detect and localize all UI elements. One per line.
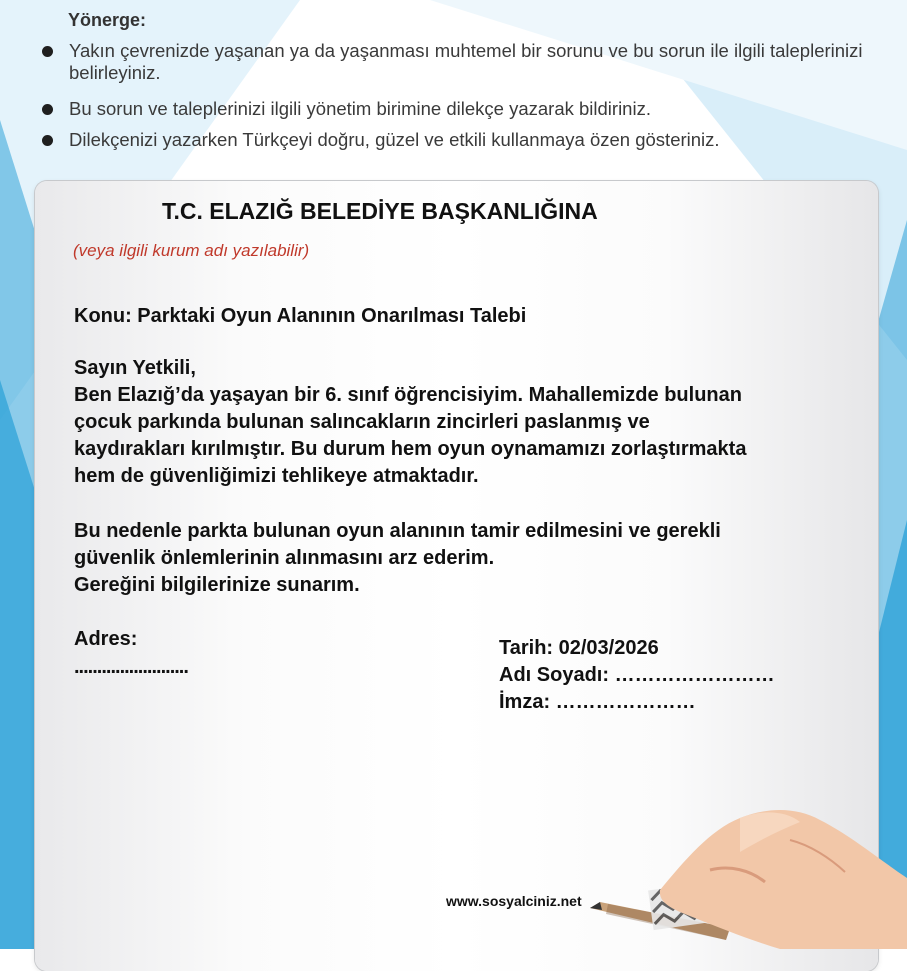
body-line: kaydırakları kırılmıştır. Bu durum hem oyun oynamamızı zorlaştırmakta	[74, 438, 747, 460]
instruction-item	[42, 40, 869, 84]
address-label: Adres:	[74, 628, 138, 650]
instruction-text: Yakın çevrenizde yaşanan ya da yaşanması muhtemel bir sorunu ve bu sorun ile ilgili taleplerinizi belirleyiniz.	[69, 40, 863, 83]
body-line: Gereğini bilgilerinize sunarım.	[74, 574, 360, 596]
date-line: Tarih: 02/03/2026	[499, 637, 659, 659]
petition-body	[74, 355, 864, 490]
signature-block	[499, 635, 775, 716]
body-line: Ben Elazığ’da yaşayan bir 6. sınıf öğrencisiyim. Mahallemizde bulunan	[74, 384, 742, 406]
writing-hand-icon	[590, 800, 907, 954]
instruction-text: Dilekçenizi yazarken Türkçeyi doğru, güzel ve etkili kullanmaya özen gösteriniz.	[69, 129, 720, 150]
salutation: Sayın Yetkili,	[74, 357, 196, 379]
instruction-item	[42, 98, 869, 120]
bullet-dot-icon	[42, 104, 53, 115]
body-line: çocuk parkında bulunan salıncakların zincirleri paslanmış ve	[74, 411, 650, 433]
address-field: .........................	[74, 656, 188, 678]
instructions-title: Yönerge:	[68, 10, 147, 30]
instructions-section	[0, 0, 907, 175]
name-line: Adı Soyadı: ……………………	[499, 664, 775, 686]
petition-subject: Konu: Parktaki Oyun Alanının Onarılması Talebi	[74, 305, 527, 327]
website-watermark: www.sosyalciniz.net	[446, 893, 582, 909]
institution-note: (veya ilgili kurum adı yazılabilir)	[73, 241, 310, 260]
instruction-text: Bu sorun ve taleplerinizi ilgili yönetim birimine dilekçe yazarak bildiriniz.	[69, 98, 651, 119]
body-line: hem de güvenliğimizi tehlikeye atmaktadır.	[74, 465, 479, 487]
body-line: güvenlik önlemlerinin alınmasını arz ederim.	[74, 547, 495, 569]
petition-request	[74, 518, 864, 599]
signature-line: İmza: …………………	[499, 691, 696, 713]
bullet-dot-icon	[42, 46, 53, 57]
petition-heading: T.C. ELAZIĞ BELEDİYE BAŞKANLIĞINA	[162, 198, 598, 224]
instruction-item	[42, 129, 869, 151]
bullet-dot-icon	[42, 135, 53, 146]
body-line: Bu nedenle parkta bulunan oyun alanının tamir edilmesini ve gerekli	[74, 520, 721, 542]
